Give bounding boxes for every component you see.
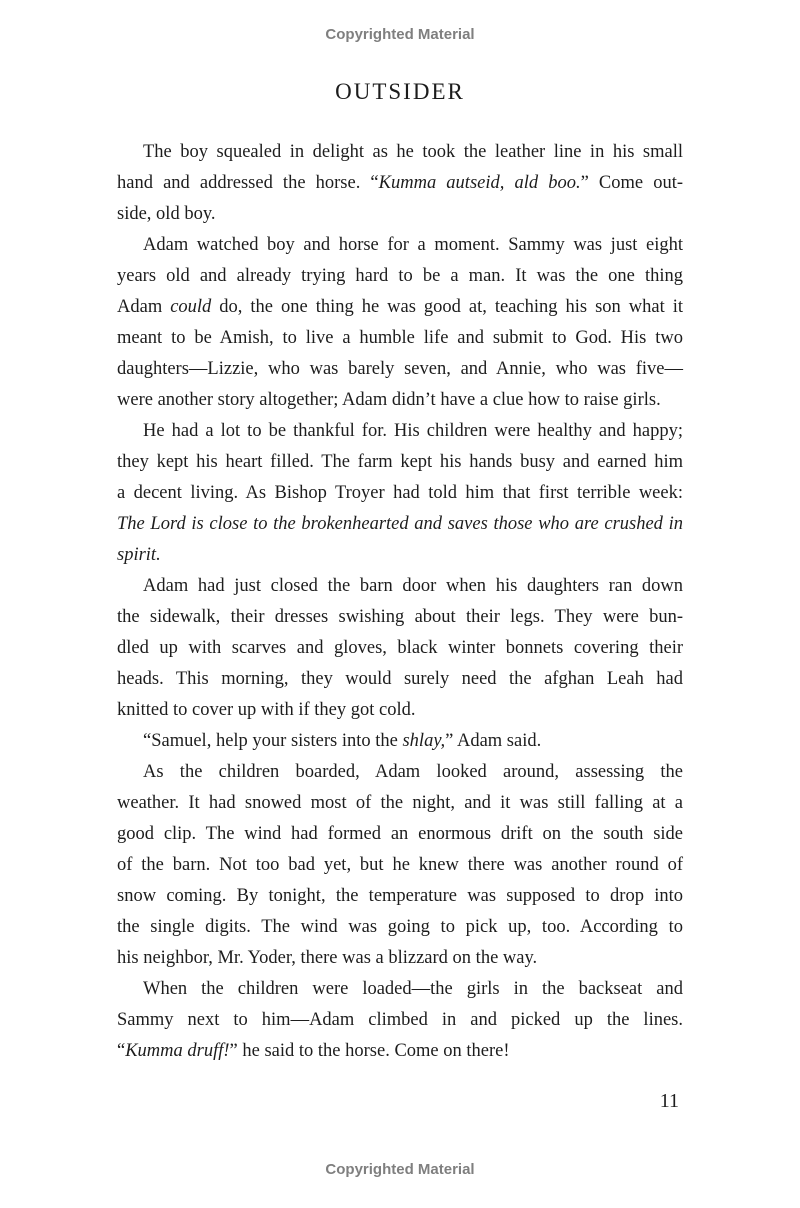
text-run: good clip. The wind had formed an enormous drift on the south side xyxy=(117,824,683,844)
text-run: ” Adam said. xyxy=(445,731,542,751)
text-line xyxy=(117,633,683,664)
text-run: “ xyxy=(117,1041,126,1061)
text-run: daughters—Lizzie, who was barely seven, and Annie, who was five— xyxy=(117,359,683,379)
body-text xyxy=(117,137,683,1067)
italic-text-run: spirit. xyxy=(117,545,161,565)
text-line xyxy=(117,1005,683,1036)
text-run: The boy squealed in delight as he took the leather line in his small xyxy=(143,142,683,162)
text-line xyxy=(117,788,683,819)
text-run: years old and already trying hard to be a man. It was the one thing xyxy=(117,266,683,286)
italic-text-run: The Lord is close to the brokenhearted and saves those who are crushed in xyxy=(117,514,683,534)
text-run: hand and addressed the horse. “ xyxy=(117,173,379,193)
text-run: Adam had just closed the barn door when his daughters ran down xyxy=(143,576,683,596)
text-line xyxy=(117,137,683,168)
copyright-notice-bottom: Copyrighted Material xyxy=(325,1161,475,1178)
text-line xyxy=(117,974,683,1005)
italic-text-run: Kumma druff! xyxy=(125,1041,230,1061)
text-line xyxy=(117,354,683,385)
text-run: When the children were loaded—the girls in the backseat and xyxy=(143,979,683,999)
text-run: dled up with scarves and gloves, black winter bonnets covering their xyxy=(117,638,683,658)
text-line xyxy=(117,385,683,416)
text-run: the single digits. The wind was going to pick up, too. According to xyxy=(117,917,683,937)
text-line xyxy=(117,323,683,354)
paragraph xyxy=(117,230,683,416)
text-line xyxy=(117,1036,683,1067)
text-run: side, old boy. xyxy=(117,204,216,224)
italic-text-run: Kumma autseid, ald boo. xyxy=(378,173,581,193)
paragraph xyxy=(117,757,683,974)
paragraph xyxy=(117,974,683,1067)
text-line xyxy=(117,292,683,323)
page-number: 11 xyxy=(659,1090,679,1112)
text-line xyxy=(117,540,683,571)
text-run: Adam watched boy and horse for a moment. Sammy was just eight xyxy=(143,235,683,255)
text-run: Adam xyxy=(117,297,171,317)
text-run: do, the one thing he was good at, teaching his son what it xyxy=(211,297,683,317)
text-line xyxy=(117,912,683,943)
text-run: He had a lot to be thankful for. His children were healthy and happy; xyxy=(143,421,683,441)
text-line xyxy=(117,695,683,726)
text-run: Sammy next to him—Adam climbed in and picked up the lines. xyxy=(117,1010,683,1030)
text-line xyxy=(117,850,683,881)
text-line xyxy=(117,881,683,912)
text-run: “Samuel, help your sisters into the xyxy=(143,731,403,751)
text-line xyxy=(117,664,683,695)
text-run: As the children boarded, Adam looked around, assessing the xyxy=(143,762,683,782)
text-line xyxy=(117,199,683,230)
italic-text-run: shlay, xyxy=(402,731,446,751)
paragraph xyxy=(117,137,683,230)
text-run: they kept his heart filled. The farm kept his hands busy and earned him xyxy=(117,452,683,472)
text-line xyxy=(117,168,683,199)
text-line xyxy=(117,726,683,757)
paragraph xyxy=(117,571,683,726)
text-run: meant to be Amish, to live a humble life and submit to God. His two xyxy=(117,328,683,348)
text-line xyxy=(117,447,683,478)
text-line xyxy=(117,943,683,974)
copyright-notice-top: Copyrighted Material xyxy=(325,26,475,43)
text-line xyxy=(117,416,683,447)
text-run: ” he said to the horse. Come on there! xyxy=(229,1041,510,1061)
text-run: of the barn. Not too bad yet, but he knew there was another round of xyxy=(117,855,683,875)
text-line xyxy=(117,602,683,633)
text-run: ” Come out- xyxy=(580,173,684,193)
chapter-title: OUTSIDER xyxy=(335,79,465,104)
text-run: a decent living. As Bishop Troyer had told him that first terrible week: xyxy=(117,483,683,503)
text-run: snow coming. By tonight, the temperature was supposed to drop into xyxy=(117,886,683,906)
text-line xyxy=(117,230,683,261)
text-run: the sidewalk, their dresses swishing about their legs. They were bun- xyxy=(117,607,683,627)
text-run: were another story altogether; Adam didn’t have a clue how to raise girls. xyxy=(117,390,661,410)
text-line xyxy=(117,478,683,509)
text-line xyxy=(117,509,683,540)
text-line xyxy=(117,757,683,788)
paragraph xyxy=(117,416,683,571)
paragraph xyxy=(117,726,683,757)
text-run: heads. This morning, they would surely need the afghan Leah had xyxy=(117,669,683,689)
text-line xyxy=(117,819,683,850)
italic-text-run: could xyxy=(170,297,212,317)
text-run: knitted to cover up with if they got cold. xyxy=(117,700,416,720)
text-line xyxy=(117,261,683,292)
text-run: his neighbor, Mr. Yoder, there was a blizzard on the way. xyxy=(117,948,538,968)
text-run: weather. It had snowed most of the night, and it was still falling at a xyxy=(117,793,683,813)
text-line xyxy=(117,571,683,602)
